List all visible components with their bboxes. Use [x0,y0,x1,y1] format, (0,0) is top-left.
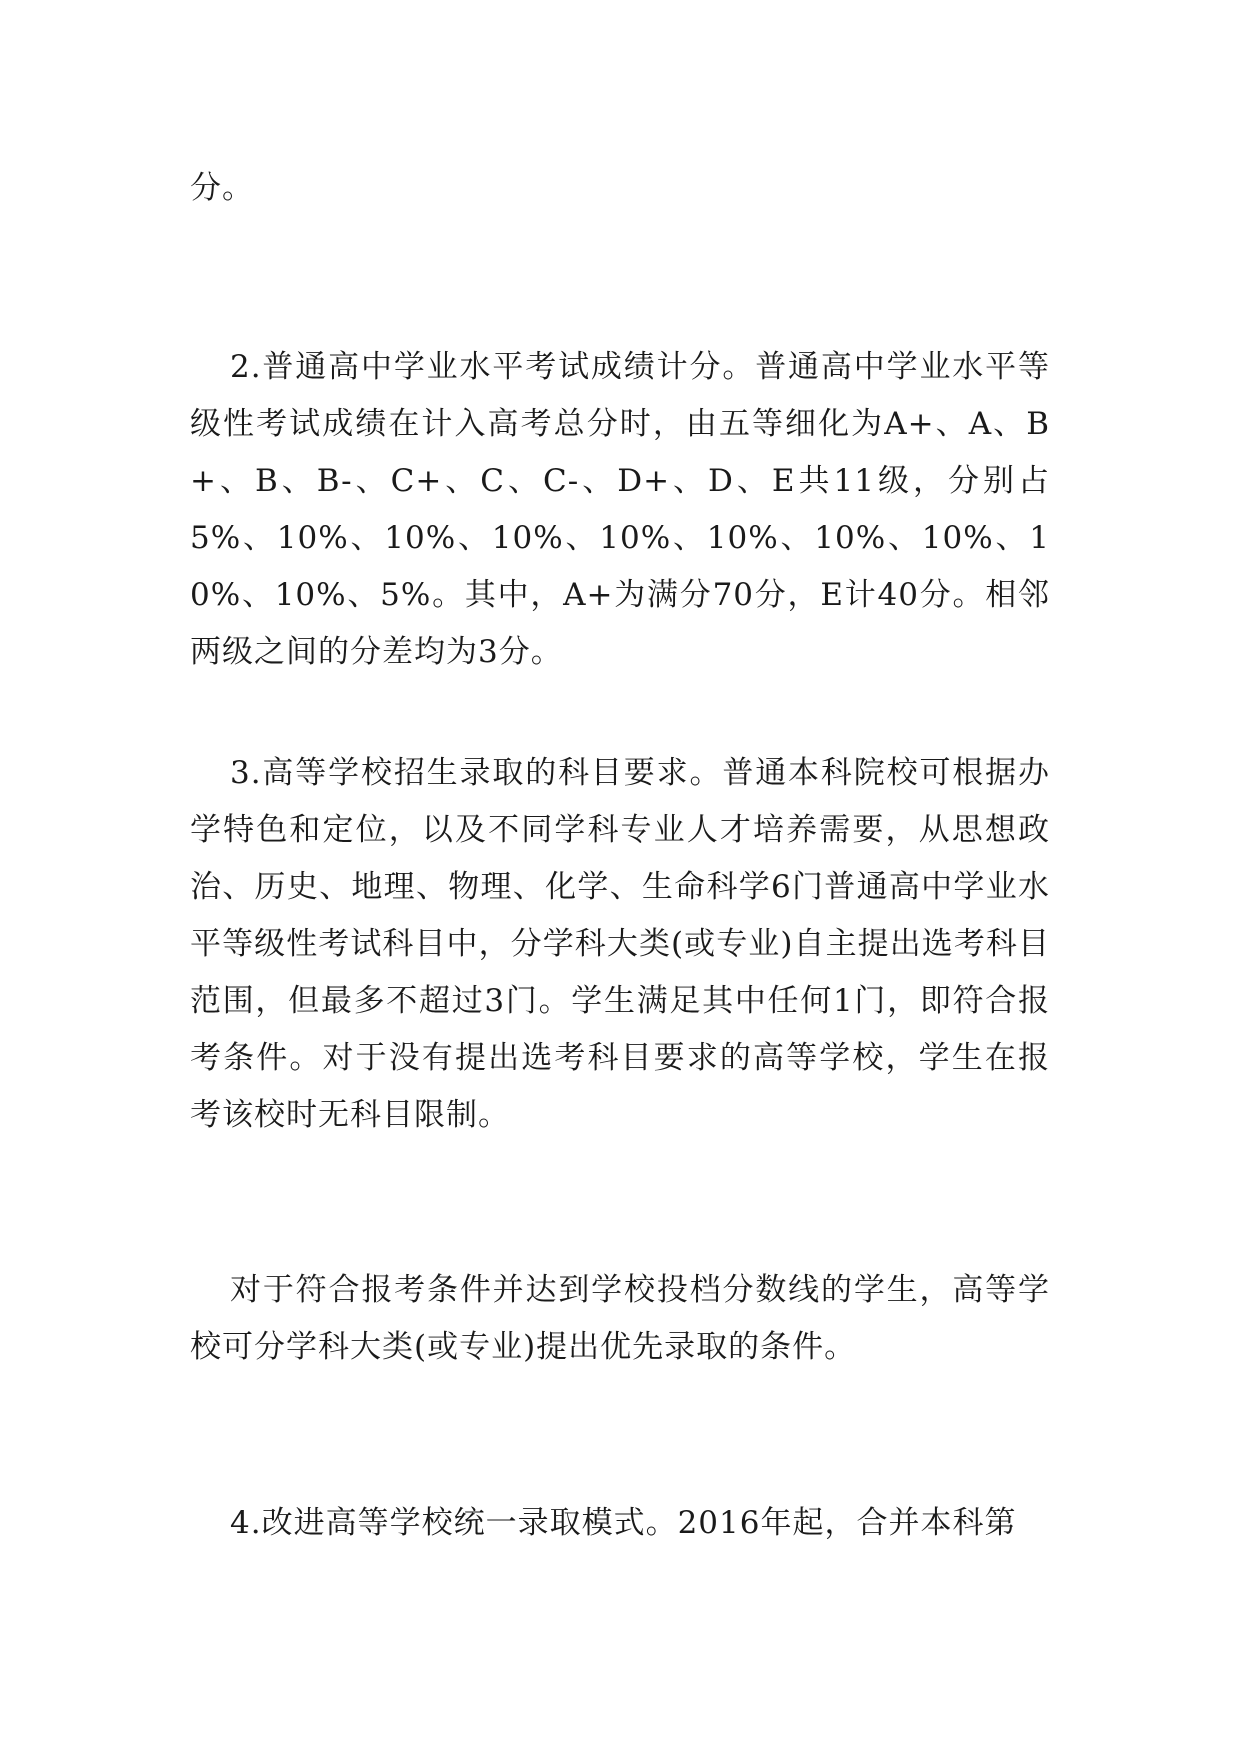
paragraph-continuation: 分。 [190,170,254,206]
paragraph-grade-scoring: 2.普通高中学业水平考试成绩计分。普通高中学业水平等级性考试成绩在计入高考总分时，由五等细化为A+、A、B+、B、B-、C+、C、C-、D+、D、E共11级，分别占5%、10%、10%、10%、10%、10%、10%、10%、10%、10%、5%。其中，A+为满分70分，E计40分。相邻两级之间的分差均为3分。 [190,349,1050,670]
paragraph-priority-admission: 对于符合报考条件并达到学校投档分数线的学生，高等学校可分学科大类(或专业)提出优先录取的条件。 [190,1272,1050,1365]
paragraph-subject-requirements: 3.高等学校招生录取的科目要求。普通本科院校可根据办学特色和定位，以及不同学科专业人才培养需要，从思想政治、历史、地理、物理、化学、生命科学6门普通高中学业水平等级性考试科目中，分学科大类(或专业)自主提出选考科目范围，但最多不超过3门。学生满足其中任何1门，即符合报考条件。对于没有提出选考科目要求的高等学校，学生在报考该校时无科目限制。 [190,755,1050,1133]
paragraph-admission-model: 4.改进高等学校统一录取模式。2016年起，合并本科第 [230,1505,1017,1541]
